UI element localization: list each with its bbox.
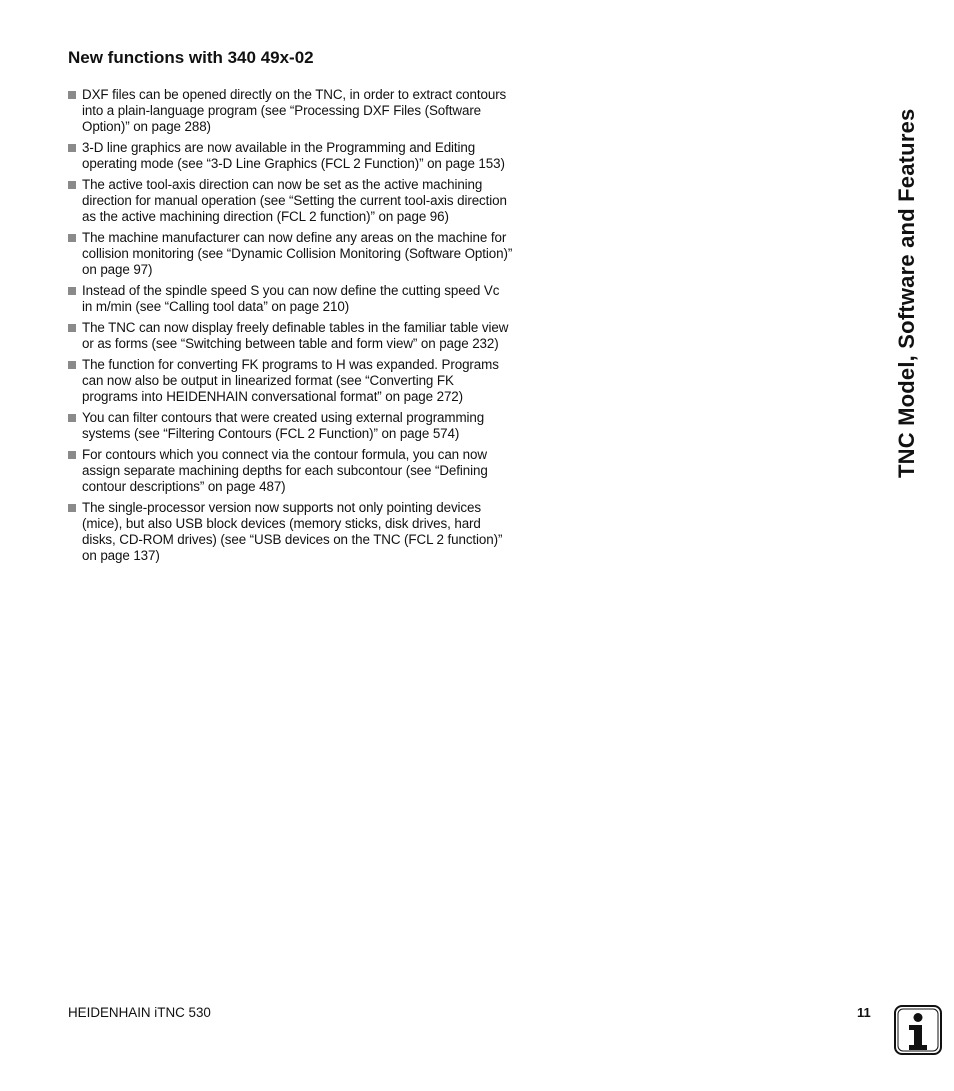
- list-item-text: The machine manufacturer can now define any areas on the machine for collision monitoring (see “Dynamic Collision Monitoring (Software Option)” on page 97): [82, 230, 513, 277]
- footer-product-name: HEIDENHAIN iTNC 530: [68, 1005, 211, 1020]
- chapter-side-title: TNC Model, Software and Features: [894, 108, 919, 478]
- list-item: [68, 283, 513, 315]
- square-bullet-icon: [68, 287, 76, 295]
- list-item: [68, 230, 513, 278]
- square-bullet-icon: [68, 144, 76, 152]
- list-item: [68, 87, 513, 135]
- list-item: [68, 177, 513, 225]
- list-item: [68, 410, 513, 442]
- square-bullet-icon: [68, 234, 76, 242]
- list-item-text: The TNC can now display freely definable tables in the familiar table view or as forms (see “Switching between table and form view” on page 232): [82, 320, 509, 351]
- list-item-text: Instead of the spindle speed S you can now define the cutting speed Vc in m/min (see “Calling tool data” on page 210): [82, 283, 500, 314]
- info-icon: [893, 1004, 943, 1056]
- list-item-text: 3-D line graphics are now available in the Programming and Editing operating mode (see “3-D Line Graphics (FCL 2 Function)” on page 153): [82, 140, 505, 171]
- list-item-text: The active tool-axis direction can now be set as the active machining direction for manual operation (see “Setting the current tool-axis direction as the active machining direction (FCL 2 function)” on page 96): [82, 177, 507, 224]
- list-item-text: You can filter contours that were created using external programming systems (see “Filtering Contours (FCL 2 Function)” on page 574): [82, 410, 485, 441]
- square-bullet-icon: [68, 504, 76, 512]
- square-bullet-icon: [68, 451, 76, 459]
- square-bullet-icon: [68, 324, 76, 332]
- list-item: [68, 447, 513, 495]
- list-item: [68, 140, 513, 172]
- square-bullet-icon: [68, 91, 76, 99]
- square-bullet-icon: [68, 361, 76, 369]
- list-item-text: For contours which you connect via the contour formula, you can now assign separate machining depths for each subcontour (see “Defining contour descriptions” on page 487): [82, 447, 488, 494]
- list-item-text: The single-processor version now supports not only pointing devices (mice), but also USB block devices (memory sticks, disk drives, hard disks, CD-ROM drives) (see “USB devices on the TNC (FCL 2 function)” on page 137): [82, 500, 503, 563]
- list-item-text: The function for converting FK programs to H was expanded. Programs can now also be output in linearized format (see “Converting FK programs into HEIDENHAIN conversational format” on page 272): [82, 357, 499, 404]
- list-item: [68, 357, 513, 405]
- list-item: [68, 320, 513, 352]
- page-number: 11: [857, 1005, 871, 1020]
- list-item-text: DXF files can be opened directly on the TNC, in order to extract contours into a plain-language program (see “Processing DXF Files (Software Option)” on page 288): [82, 87, 507, 134]
- list-item: [68, 500, 513, 564]
- square-bullet-icon: [68, 414, 76, 422]
- feature-list: [68, 87, 513, 569]
- section-heading: New functions with 340 49x-02: [68, 48, 314, 67]
- square-bullet-icon: [68, 181, 76, 189]
